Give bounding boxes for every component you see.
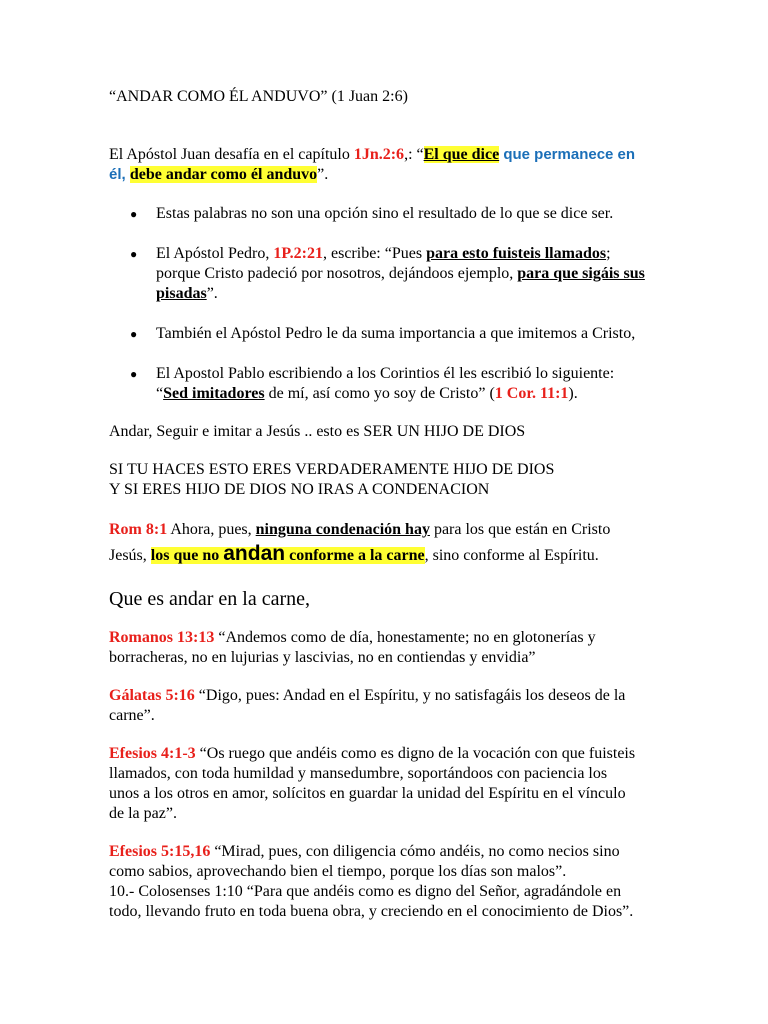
bullet-4-line-1: El Apostol Pablo escribiendo a los Corintios él les escribió lo siguiente: xyxy=(156,365,615,382)
text: “Andemos como de día, honestamente; no en glotonerías y xyxy=(214,629,596,646)
verse-line: borracheras, no en lujurias y lascivias, no en contiendas y envidia” xyxy=(109,649,536,666)
verse-romanos-13-13 xyxy=(109,628,729,668)
caps-line-2: Y SI ERES HIJO DE DIOS NO IRAS A CONDENACION xyxy=(109,481,490,498)
emphasis-text: ninguna condenación hay xyxy=(255,521,430,538)
intro-line-1 xyxy=(109,145,729,165)
verse-line: de la paz”. xyxy=(109,805,177,822)
bullet-4-line-2 xyxy=(156,384,726,404)
andan-word: andan xyxy=(223,542,286,565)
text: El Apóstol Pedro, xyxy=(156,245,274,262)
caps-line-1: SI TU HACES ESTO ERES VERDADERAMENTE HIJO DE DIOS xyxy=(109,461,555,478)
verse-galatas-5-16 xyxy=(109,686,729,726)
verse-efesios-4-1-3 xyxy=(109,744,729,824)
quote-blue-text: que permanece en xyxy=(499,146,636,163)
verse-ref: Romanos 13:13 xyxy=(109,629,215,646)
document-title: “ANDAR COMO ÉL ANDUVO” (1 Juan 2:6) xyxy=(109,88,408,105)
verse-line xyxy=(109,744,729,764)
verse-line xyxy=(109,628,729,648)
quote-highlight: debe andar como él anduvo xyxy=(129,166,318,183)
emphasis-text: Sed imitadores xyxy=(163,385,265,402)
verse-ref: Rom 8:1 xyxy=(109,521,168,538)
bullet-icon: ● xyxy=(130,327,138,341)
bullet-2-line-1 xyxy=(156,244,726,264)
rom-line-1 xyxy=(109,519,729,541)
bullet-icon: ● xyxy=(130,207,138,221)
intro-text: El Apóstol Juan desafía en el capítulo xyxy=(109,146,354,163)
text: “ xyxy=(156,385,164,402)
verse-line: carne”. xyxy=(109,707,155,724)
text: ”. xyxy=(206,285,218,302)
rom-8-1-paragraph xyxy=(109,519,729,569)
bullet-item-4 xyxy=(156,364,726,404)
highlight-phrase xyxy=(150,542,425,565)
verse-line: llamados, con toda humildad y mansedumbre, soportándoos con paciencia los xyxy=(109,765,608,782)
emphasis-text: para que sigáis sus xyxy=(517,265,645,282)
rom-line-2 xyxy=(109,541,729,569)
verse-efesios-5-15-16 xyxy=(109,842,729,922)
text: para los que están en Cristo xyxy=(429,521,611,538)
verse-ref: 1 Cor. 11:1 xyxy=(494,385,569,402)
verse-line xyxy=(109,686,729,706)
text: Jesús, xyxy=(109,547,151,564)
bullet-item-3: También el Apóstol Pedro le da suma importancia a que imitemos a Cristo, xyxy=(156,325,636,342)
verse-line: unos a los otros en amor, solícitos en guardar la unidad del Espíritu en el vínculo xyxy=(109,785,626,802)
text: los que no xyxy=(150,547,224,564)
text: “Digo, pues: Andad en el Espíritu, y no satisfagáis los deseos de la xyxy=(194,687,626,704)
verse-line: como sabios, aprovechando bien el tiempo, porque los días son malos”. xyxy=(109,863,567,880)
bullet-item-2 xyxy=(156,244,726,304)
quote-blue-text: él, xyxy=(109,166,130,183)
emphasis-text: para esto fuisteis llamados xyxy=(426,245,607,262)
verse-ref: 1P.2:21 xyxy=(273,245,323,262)
text: , escribe: “Pues xyxy=(322,245,427,262)
text: conforme a la carne xyxy=(285,547,425,564)
text: , sino conforme al Espíritu. xyxy=(424,547,599,564)
bullet-icon: ● xyxy=(130,367,138,381)
intro-text: ”. xyxy=(317,166,329,183)
text: de mí, así como yo soy de Cristo” ( xyxy=(264,385,495,402)
bullet-2-line-3 xyxy=(156,284,726,304)
verse-line: 10.- Colosenses 1:10 “Para que andéis como es digno del Señor, agradándole en xyxy=(109,883,622,900)
text: “Os ruego que andéis como es digno de la vocación con que fuisteis xyxy=(195,745,636,762)
verse-line: todo, llevando fruto en toda buena obra, y creciendo en el conocimiento de Dios”. xyxy=(109,903,634,920)
bullet-item-1: Estas palabras no son una opción sino el resultado de lo que se dice ser. xyxy=(156,205,614,222)
text: ; xyxy=(606,245,611,262)
text: ). xyxy=(568,385,578,402)
verse-ref: Gálatas 5:16 xyxy=(109,687,195,704)
quote-highlight: El que dice xyxy=(423,146,500,163)
bullet-icon: ● xyxy=(130,247,138,261)
verse-ref: Efesios 5:15,16 xyxy=(109,843,211,860)
bullet-2-line-2 xyxy=(156,264,726,284)
verse-ref: 1Jn.2:6 xyxy=(353,146,405,163)
andar-line: Andar, Seguir e imitar a Jesús .. esto es SER UN HIJO DE DIOS xyxy=(109,423,526,440)
intro-paragraph xyxy=(109,145,729,185)
verse-line xyxy=(109,842,729,862)
emphasis-text: pisadas xyxy=(156,285,207,302)
text: Ahora, pues, xyxy=(167,521,256,538)
verse-ref: Efesios 4:1-3 xyxy=(109,745,196,762)
text: porque Cristo padeció por nosotros, dejándoos ejemplo, xyxy=(156,265,518,282)
text: “Mirad, pues, con diligencia cómo andéis, no como necios sino xyxy=(210,843,620,860)
intro-text: ,: “ xyxy=(404,146,424,163)
section-question: Que es andar en la carne, xyxy=(109,588,310,610)
intro-line-2 xyxy=(109,165,729,185)
